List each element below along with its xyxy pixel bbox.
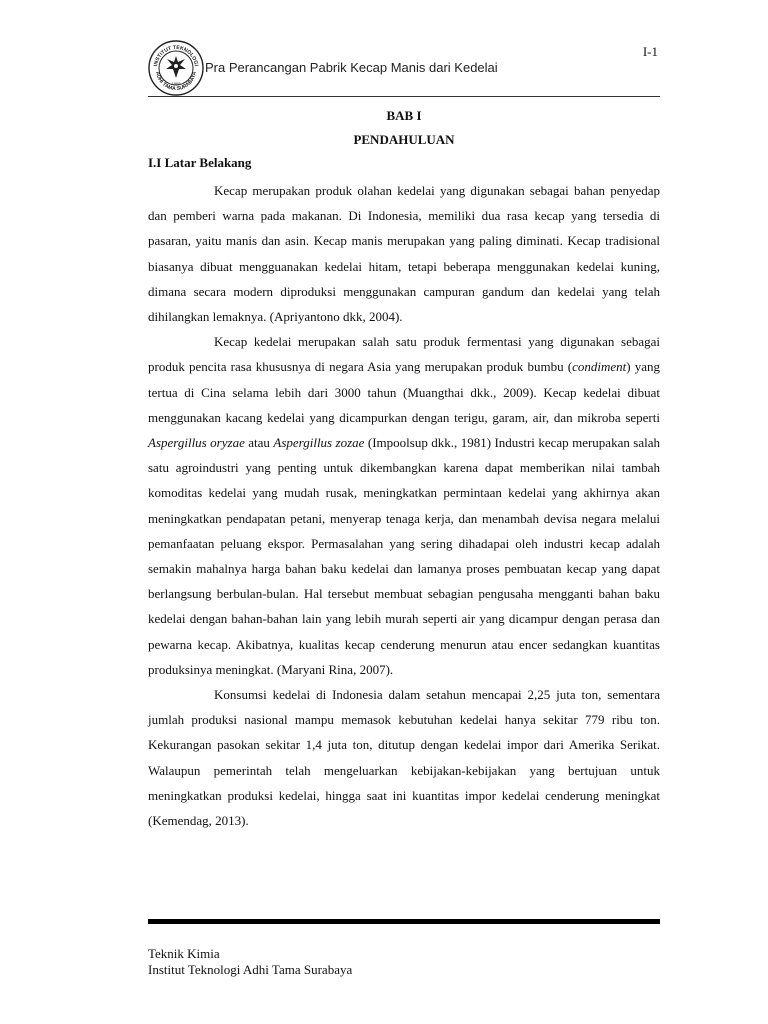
- chapter-number: BAB I: [386, 108, 422, 123]
- section-heading: I.I Latar Belakang: [148, 155, 252, 170]
- document-header-title: Pra Perancangan Pabrik Kecap Manis dari Kedelai: [205, 60, 498, 75]
- logo-top-text: INSTITUT TEKNOLOGI: [153, 44, 199, 67]
- logo-year: 1965: [171, 81, 181, 86]
- footer-divider: [148, 919, 660, 924]
- paragraph-2-text: atau: [244, 435, 274, 451]
- paragraph-2: [148, 329, 660, 682]
- document-body: [148, 178, 660, 833]
- header-divider: [148, 96, 660, 97]
- paragraph-1: Kecap merupakan produk olahan kedelai yang digunakan sebagai bahan penyedap dan pemberi warna pada makanan. Di Indonesia, memiliki dua rasa kecap yang tersedia di pasaran, yaitu manis dan asin. Kecap manis merupakan yang paling diminati. Kecap tradisional biasanya dibuat mengguanakan kedelai hitam, tetapi beberapa menggunakan kedelai kuning, dimana secara modern diproduksi menggunakan campuran gandum dan kedelai yang telah dihilangkan lemaknya. (Apriyantono dkk, 2004).: [148, 183, 660, 325]
- italic-term: Aspergillus oryzae: [148, 435, 245, 451]
- page-footer: [148, 946, 352, 978]
- paragraph-2-text: Kecap kedelai merupakan salah satu produk fermentasi yang digunakan sebagai produk pencita rasa khususnya di negara Asia yang merupakan produk bumbu (: [148, 334, 660, 375]
- page-number: I-1: [642, 44, 658, 59]
- italic-term: Aspergillus zozae: [273, 435, 365, 451]
- footer-institution: Institut Teknologi Adhi Tama Surabaya: [148, 962, 353, 977]
- institute-seal-icon: [148, 40, 204, 96]
- paragraph-2-text: (Impoolsup dkk., 1981) Industri kecap merupakan salah satu agroindustri yang penting untuk dikembangkan karena dapat memberikan nilai tambah komoditas kedelai yang mudah rusak, meningkatkan permintaan kedelai yang akhirnya akan meningkatkan pendapatan petani, menyerap tenaga kerja, dan menambah devisa negara melalui pemanfaatan peluang ekspor. Permasalahan yang sering dihadapai oleh industri kecap adalah semakin mahalnya harga bahan baku kedelai dan lamanya proses pembuatan kecap yang dapat berlangsung berbulan-bulan. Hal tersebut membuat sebagian pengusaha mengganti bahan baku kedelai dengan bahan-bahan lain yang lebih murah seperti air yang dicampur dengan perasa dan pewarna kecap. Akibatnya, kualitas kecap cenderung menurun atau encer sedangkan kuantitas produksinya meningkat. (Maryani Rina, 2007).: [148, 435, 660, 677]
- footer-department: Teknik Kimia: [148, 946, 220, 961]
- paragraph-3: Konsumsi kedelai di Indonesia dalam setahun mencapai 2,25 juta ton, sementara jumlah produksi nasional mampu memasok kebutuhan kedelai hanya sekitar 779 ribu ton. Kekurangan pasokan sekitar 1,4 juta ton, ditutup dengan kedelai impor dari Amerika Serikat. Walaupun pemerintah telah mengeluarkan kebijakan-kebijakan yang bertujuan untuk meningkatkan produksi kedelai, hingga saat ini kuantitas impor kedelai cenderung meningkat (Kemendag, 2013).: [148, 687, 660, 829]
- logo-bottom-text: ADHI TAMA SURABAYA: [154, 71, 198, 93]
- paragraph-2-text: ) yang tertua di Cina selama lebih dari 3000 tahun (Muangthai dkk., 2009). Kecap kedelai dibuat menggunakan kacang kedelai yang dicampurkan dengan terigu, garam, air, dan mikroba seperti: [148, 359, 660, 425]
- chapter-title: PENDAHULUAN: [353, 132, 455, 147]
- italic-term: condiment: [572, 359, 627, 375]
